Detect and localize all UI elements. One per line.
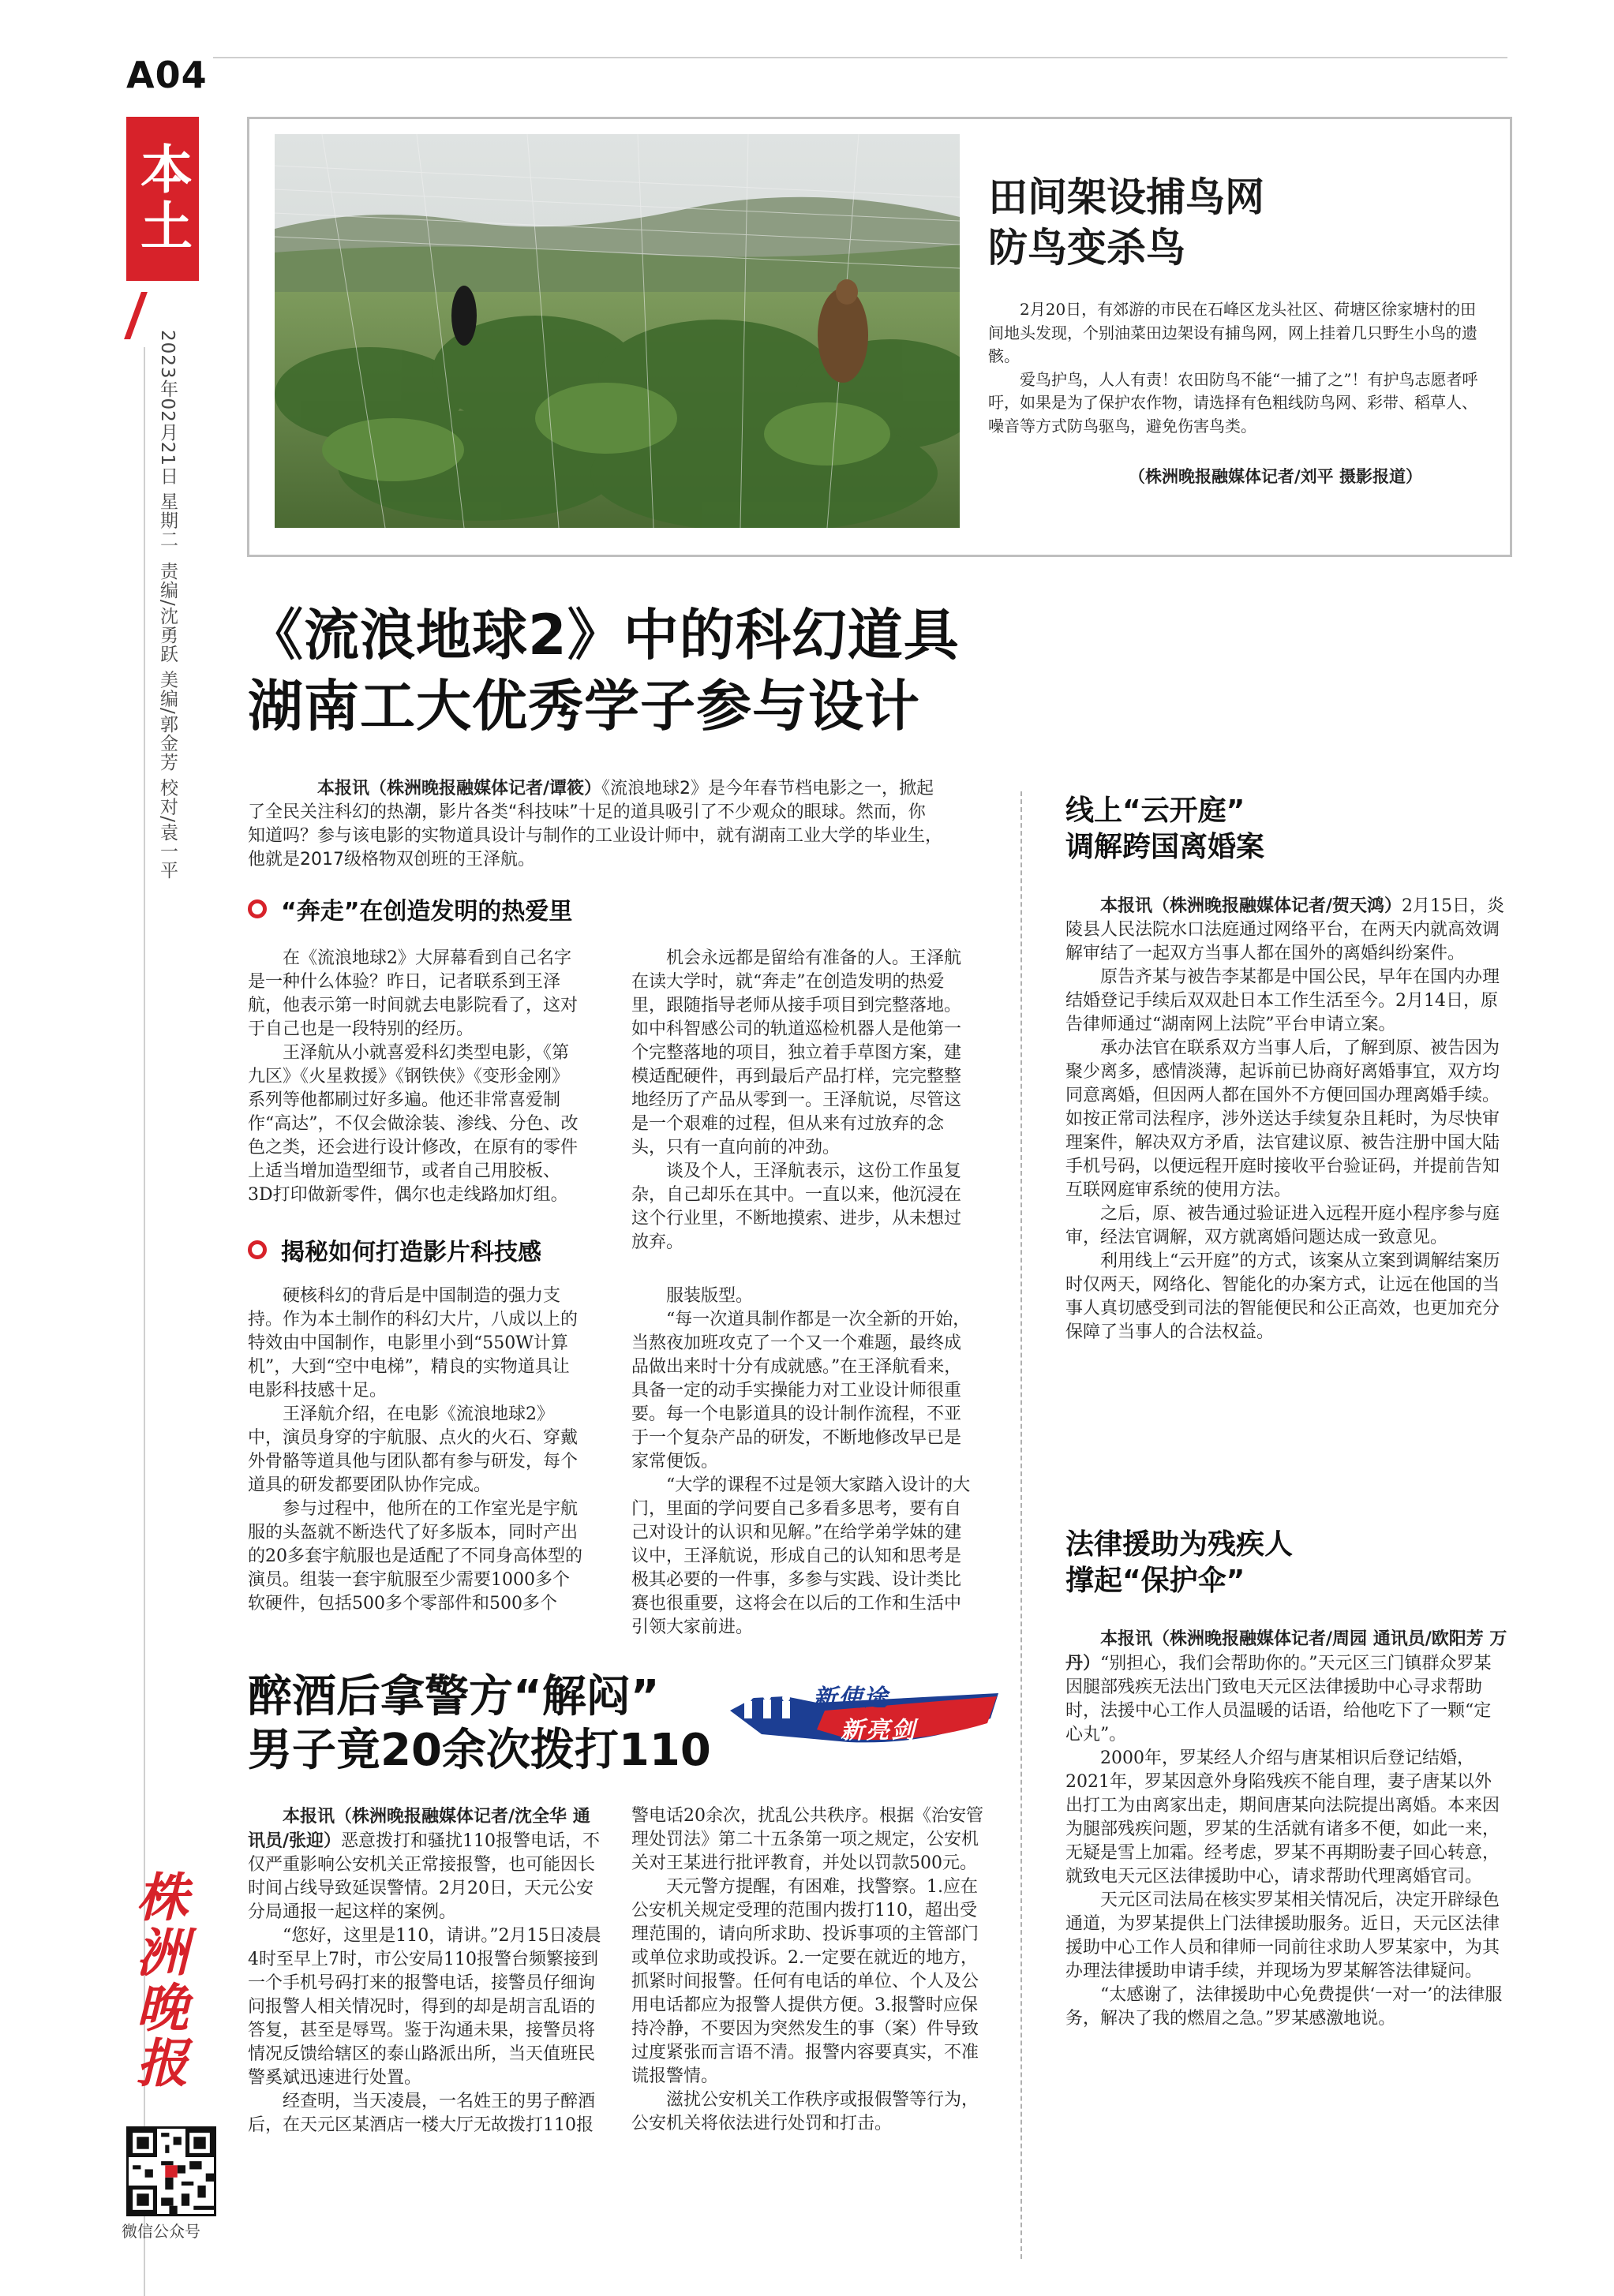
side2-para: 2000年，罗某经人介绍与唐某相识后登记结婚，2021年，罗某因意外身陷残疾不能自理，妻子唐某以外出打工为由离家出走，期间唐某向法院提出离婚。本来因为腿部残疾问题，罗某的生活就有诸多不便，如此一来，无疑是雪上加霜。经考虑，罗某不再期盼妻子回心转意，就致电天元区法律援助中心，请求帮助代理离婚官司。 xyxy=(1065,1748,1500,1887)
side2-headline-line1: 法律援助为残疾人 xyxy=(1065,1528,1294,1561)
drunk-right-para: 天元警方提醒，有困难，找警察。1.应在公安机关规定受理的范围内拨打110，超出受理范围的，请向所求助、投诉事项的主管部门或单位求助或投诉。2.一定要在就近的地方，抓紧时间报警。任何有电话的单位、个人及公用电话都应为报警人提供方便。3.报警时应保持冷静，不要因为突然发生的事（案）件导致过度紧张而言语不清。报警内容要真实，不准谎报警情。 xyxy=(631,1877,979,2086)
side2-para: “别担心，我们会帮助你的。”天元区三门镇群众罗某因腿部残疾无法出门致电天元区法律援助中心寻求帮助时，法援中心工作人员温暖的话语，给他吃下了一颗“定心丸”。 xyxy=(1065,1654,1492,1744)
date-line: 2023年02月21日 星期二 xyxy=(157,330,178,549)
top-rule xyxy=(213,57,1507,58)
lead-text: 《流浪地球2》是今年春节档电影之一，掀起了全民关注科幻的热潮，影片各类“科技味”十足的道具吸引了不少观众的眼球。然而，你知道吗？参与该电影的实物道具设计与制作的工业设计师中，就有湖南工业大学的毕业生，他就是2017级格物双创班的王泽航。 xyxy=(248,779,943,869)
photo-credit: （株洲晚报融媒体记者/刘平 摄影报道） xyxy=(1129,467,1422,486)
photo-para2: 爱鸟护鸟，人人有责！农田防鸟不能“一捕了之”！有护鸟志愿者呼吁，如果是为了保护农作物，请选择有色粗线防鸟网、彩带、稻草人、噪音等方式防鸟驱鸟，避免伤害鸟类。 xyxy=(988,369,1478,436)
sub2-left-para: 硬核科幻的背后是中国制造的强力支持。作为本土制作的科幻大片，八成以上的特效由中国制作，电影里小到“550W计算机”，大到“空中电梯”，精良的实物道具让电影科技感十足。 xyxy=(248,1286,579,1400)
lead-byline: 本报讯（株洲晚报融媒体记者/谭筱） xyxy=(317,779,602,798)
main-headline-line2: 湖南工大优秀学子参与设计 xyxy=(248,674,920,739)
photo-story-headline xyxy=(988,172,1264,273)
sub2-right-para: 服装版型。 xyxy=(666,1286,754,1306)
qr-code-icon[interactable] xyxy=(126,2126,216,2216)
subhead-1 xyxy=(248,892,572,926)
side-story2-body xyxy=(1065,1627,1507,2031)
sub1-left-para: 在《流浪地球2》大屏幕看到自己名字是一种什么体验？昨日，记者联系到王泽航，他表示第一时间就去电影院看了，这对于自己也是一段特别的经历。 xyxy=(248,948,579,1039)
subhead-2 xyxy=(248,1232,541,1267)
date-and-editors xyxy=(155,330,181,886)
photo-title-line2: 防鸟变杀鸟 xyxy=(988,225,1185,271)
sub1-right-para: 谈及个人，王泽航表示，这份工作虽复杂，自己却乐在其中。一直以来，他沉浸在这个行业里，不断地摸索、进步，从未想过放弃。 xyxy=(631,1161,962,1252)
main-lead xyxy=(248,777,942,872)
drunk-left-column xyxy=(248,1804,607,2137)
tab-decoration xyxy=(124,292,148,339)
sub1-right-para: 机会永远都是留给有准备的人。王泽航在读大学时，就“奔走”在创造发明的热爱里，跟随指导老师从接手项目到完整落地。如中科智感公司的轨道巡检机器人是他第一个完整落地的项目，独立着手草图方案，建模适配硬件，再到最后产品打样，完完整整地经历了产品从零到一。王泽航说，尽管这是一个艰难的过程，但从来有过放弃的念头，只有一直向前的冲劲。 xyxy=(631,948,962,1157)
side-story2-headline[interactable] xyxy=(1065,1527,1293,1599)
side2-para: “太感谢了，法律援助中心免费提供‘一对一’的法律服务，解决了我的燃眉之急。”罗某感激地说。 xyxy=(1065,1985,1503,2029)
side-story1-body xyxy=(1065,894,1507,1344)
side1-para: 原告齐某与被告李某都是中国公民，早年在国内办理结婚登记手续后双双赴日本工作生活至今。2月14日，原告律师通过“湖南网上法院”平台申请立案。 xyxy=(1065,967,1500,1034)
drunk-left-para: 经查明，当天凌晨，一名姓王的男子醉酒后，在天元区某酒店一楼大厅无故拨打110报 xyxy=(248,2092,596,2135)
bird-net-field-photo xyxy=(275,134,960,528)
side1-para: 承办法官在联系双方当事人后，了解到原、被告因为聚少离多，感情淡薄，起诉前已协商好离婚事宜，双方均同意离婚，但因两人都在国外不方便回国办理离婚手续。如按正常司法程序，涉外送达手续复杂且耗时，为尽快审理案件，解决双方矛盾，法官建议原、被告注册中国大陆手机号码，以便远程开庭时接收平台验证码，并提前告知互联网庭审系统的使用方法。 xyxy=(1065,1038,1500,1200)
drunk-right-column xyxy=(631,1804,990,2136)
drunk-left-para: “您好，这里是110，请讲。”2月15日凌晨4时至早上7时，市公安局110报警台频繁接到一个手机号码打来的报警电话，接警员仔细询问报警人相关情况时，得到的却是胡言乱语的答复，甚至是辱骂。鉴于沟通未果，接警员将情况反馈给辖区的泰山路派出所，当天值班民警奚斌迅速进行处置。 xyxy=(248,1926,601,2088)
sub2-left-para: 参与过程中，他所在的工作室光是宇航服的头盔就不断迭代了好多版本，同时产出的20多套宇航服也是适配了不同身高体型的演员。组装一套宇航服至少需要1000多个软硬件，包括500多个零部件和500多个 xyxy=(248,1499,582,1614)
drunk-byline: 本报讯（株洲晚报融媒体记者/沈全华 通讯员/张迎） xyxy=(248,1806,590,1851)
sub2-left-column xyxy=(248,1284,584,1616)
badge-line2: 新亮剑 xyxy=(841,1717,916,1744)
badge-line1: 新使途 xyxy=(813,1685,889,1712)
drunk-right-para: 滋扰公安机关工作秩序或报假警等行为，公安机关将依法进行处罚和打击。 xyxy=(631,2090,979,2133)
column-divider xyxy=(1020,791,1022,2259)
main-headline-line1: 《流浪地球2》中的科幻道具 xyxy=(248,603,960,667)
side1-byline: 本报讯（株洲晚报融媒体记者/贺天鸿） xyxy=(1100,896,1402,916)
side1-headline-line1: 线上“云开庭” xyxy=(1065,795,1245,827)
subhead-1-text: “奔走”在创造发明的热爱里 xyxy=(281,898,573,926)
sub2-left-para: 王泽航介绍，在电影《流浪地球2》中，演员身穿的宇航服、点火的火石、穿戴外骨骼等道具他与团队都有参与研发，每个道具的研发都要团队协作完成。 xyxy=(248,1404,579,1495)
side2-byline: 本报讯（株洲晚报融媒体记者/周园 通讯员/欧阳芳 万丹） xyxy=(1065,1629,1507,1673)
side2-para: 天元区司法局在核实罗某相关情况后，决定开辟绿色通道，为罗某提供上门法律援助服务。近日，天元区法律援助中心工作人员和律师一同前往求助人罗某家中，为其办理法律援助申请手续，并现场为罗某解答法律疑问。 xyxy=(1065,1890,1500,1981)
editor-line: 责编/沈勇跃 美编/郭金芳 校对/袁一平 xyxy=(157,561,178,880)
side2-headline-line2: 撑起“保护伞” xyxy=(1065,1565,1245,1597)
qr-caption: 微信公众号 xyxy=(122,2222,200,2241)
red-ring-icon xyxy=(248,899,267,918)
photo-para1: 2月20日，有郊游的市民在石峰区龙头社区、荷塘区徐家塘村的田间地头发现，个别油菜田边架设有捕鸟网，网上挂着几只野生小鸟的遗骸。 xyxy=(988,300,1477,365)
drunk-right-para: 警电话20余次，扰乱公共秩序。根据《治安管理处罚法》第二十五条第一项之规定，公安机关对王某进行批评教育，并处以罚款500元。 xyxy=(631,1806,983,1873)
side1-para: 2月15日，炎陵县人民法院水口法庭通过网络平台，在两天内就高效调解审结了一起双方当事人都在国外的离婚纠纷案件。 xyxy=(1065,896,1505,963)
sub1-right-column xyxy=(631,947,972,1255)
subhead-2-text: 揭秘如何打造影片科技感 xyxy=(281,1239,541,1266)
drunk-left-para: 恶意拨打和骚扰110报警电话，不仅严重影响公安机关正常接报警，也可能因长时间占线导致延误警情。2月20日，天元公安分局通报一起这样的案例。 xyxy=(248,1831,601,1922)
drunk-article-headline[interactable] xyxy=(248,1670,711,1778)
page-number: A04 xyxy=(126,54,208,96)
sub1-left-column xyxy=(248,947,584,1207)
photo-title-line1: 田间架设捕鸟网 xyxy=(988,174,1264,220)
red-ring-icon xyxy=(248,1240,267,1259)
sub1-left-para: 王泽航从小就喜爱科幻类型电影，《第九区》《火星救援》《钢铁侠》《变形金刚》系列等他都刷过好多遍。他还非常喜爱制作“高达”，不仅会做涂装、渗线、分色、改色之类，还会进行设计修改，在原有的零件上适当增加造型细节，或者自己用胶板、3D打印做新零件，偶尔也走线路加灯组。 xyxy=(248,1043,579,1205)
brand-logo: 株洲晚报 xyxy=(127,1870,189,2091)
section-tab: 本土 xyxy=(126,117,199,281)
drunk-headline-line1: 醉酒后拿警方“解闷” xyxy=(248,1671,660,1722)
sub2-right-para: “每一次道具制作都是一次全新的开始，当熬夜加班攻克了一个又一个难题，最终成品做出来时十分有成就感。”在王泽航看来，具备一定的动手实操能力对工业设计师很重要。每一个电影道具的设计制作流程，不亚于一个复杂产品的研发，不断地修改早已是家常便饭。 xyxy=(631,1310,971,1471)
side1-para: 利用线上“云开庭”的方式，该案从立案到调解结案历时仅两天，网络化、智能化的办案方式，让远在他国的当事人真切感受到司法的智能便民和公正高效，也更加充分保障了当事人的合法权益。 xyxy=(1065,1251,1500,1342)
main-headline[interactable] xyxy=(248,600,960,742)
sub2-right-column xyxy=(631,1284,972,1640)
sub2-right-para: “大学的课程不过是领大家踏入设计的大门，里面的学问要自己多看多思考，要有自己对设计的认识和见解。”在给学弟学妹的建议中，王泽航说，形成自己的认知和思考是极其必要的一件事，多参与实践、设计类比赛也很重要，这将会在以后的工作和生活中引领大家前进。 xyxy=(631,1475,971,1637)
photo-story-text xyxy=(988,298,1481,438)
side-story1-headline[interactable] xyxy=(1065,793,1264,866)
side1-headline-line2: 调解跨国离婚案 xyxy=(1065,831,1265,863)
side1-para: 之后，原、被告通过验证进入远程开庭小程序参与庭审，经法官调解，双方就离婚问题达成一致意见。 xyxy=(1065,1204,1500,1247)
drunk-headline-line2: 男子竟20余次拨打110 xyxy=(248,1725,711,1776)
